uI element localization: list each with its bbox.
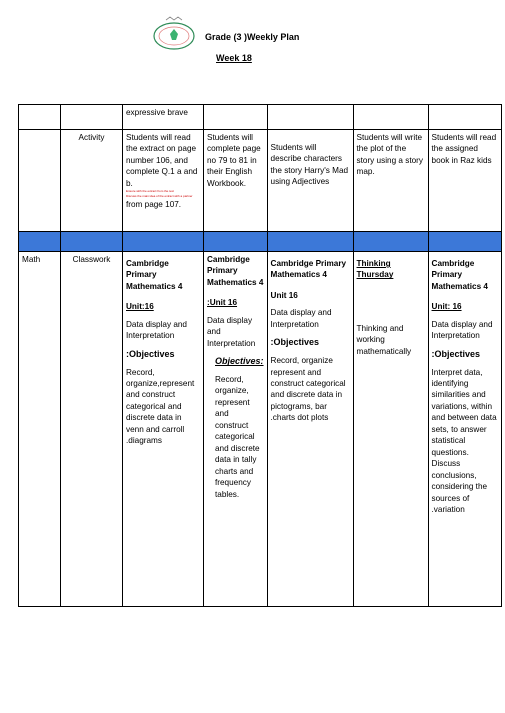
math-day-2: Cambridge Primary Mathematics 4 :Unit 16 Data display and Interpretation Objectives: Record, organize, represent and construct categorical and discrete data in tally charts and frequency tables.	[204, 252, 268, 607]
weekly-plan-table	[18, 104, 502, 607]
week-label: Week 18	[216, 53, 252, 63]
activity-day-1: Students will read the extract on page number 106, and complete Q.1 a and b. Ensure with the extract from the text Discuss the main idea of the extract with a partner from page 107.	[123, 130, 204, 232]
divider-row	[19, 232, 502, 252]
table-row	[19, 252, 502, 607]
table-row	[19, 130, 502, 232]
math-day-1: Cambridge Primary Mathematics 4 Unit:16 Data display and Interpretation :Objectives Record, organize,represent and construct categorical and discrete data in venn and carroll .diagrams	[123, 252, 204, 607]
activity-day-3: Students will describe characters the story Harry's Mad using Adjectives	[267, 130, 353, 232]
vocab-cell: expressive brave	[123, 105, 204, 130]
plan-title: Grade (3 )Weekly Plan	[205, 32, 300, 42]
activity-day-2: Students will complete page no 79 to 81 in their English Workbook.	[204, 130, 268, 232]
math-day-4: Thinking Thursday Thinking and working mathematically	[353, 252, 428, 607]
activity-day-4: Students will write the plot of the story using a story map.	[353, 130, 428, 232]
activity-day-5: Students will read the assigned book in Raz kids	[428, 130, 501, 232]
school-logo	[152, 14, 196, 52]
table-row	[19, 105, 502, 130]
classwork-label: Classwork	[61, 252, 123, 607]
math-day-3: Cambridge Primary Mathematics 4 Unit 16 Data display and Interpretation :Objectives Record, organize represent and construct categorical and discrete data in pictograms, bar .charts dot plots	[267, 252, 353, 607]
math-day-5: Cambridge Primary Mathematics 4 Unit: 16 Data display and Interpretation :Objectives Interpret data, identifying similarities and variations, within and between data sets, to answer statistical questions. Discuss conclusions, considering the sources of .variation	[428, 252, 501, 607]
activity-label: Activity	[61, 130, 123, 232]
subject-cell: Math	[19, 252, 61, 607]
